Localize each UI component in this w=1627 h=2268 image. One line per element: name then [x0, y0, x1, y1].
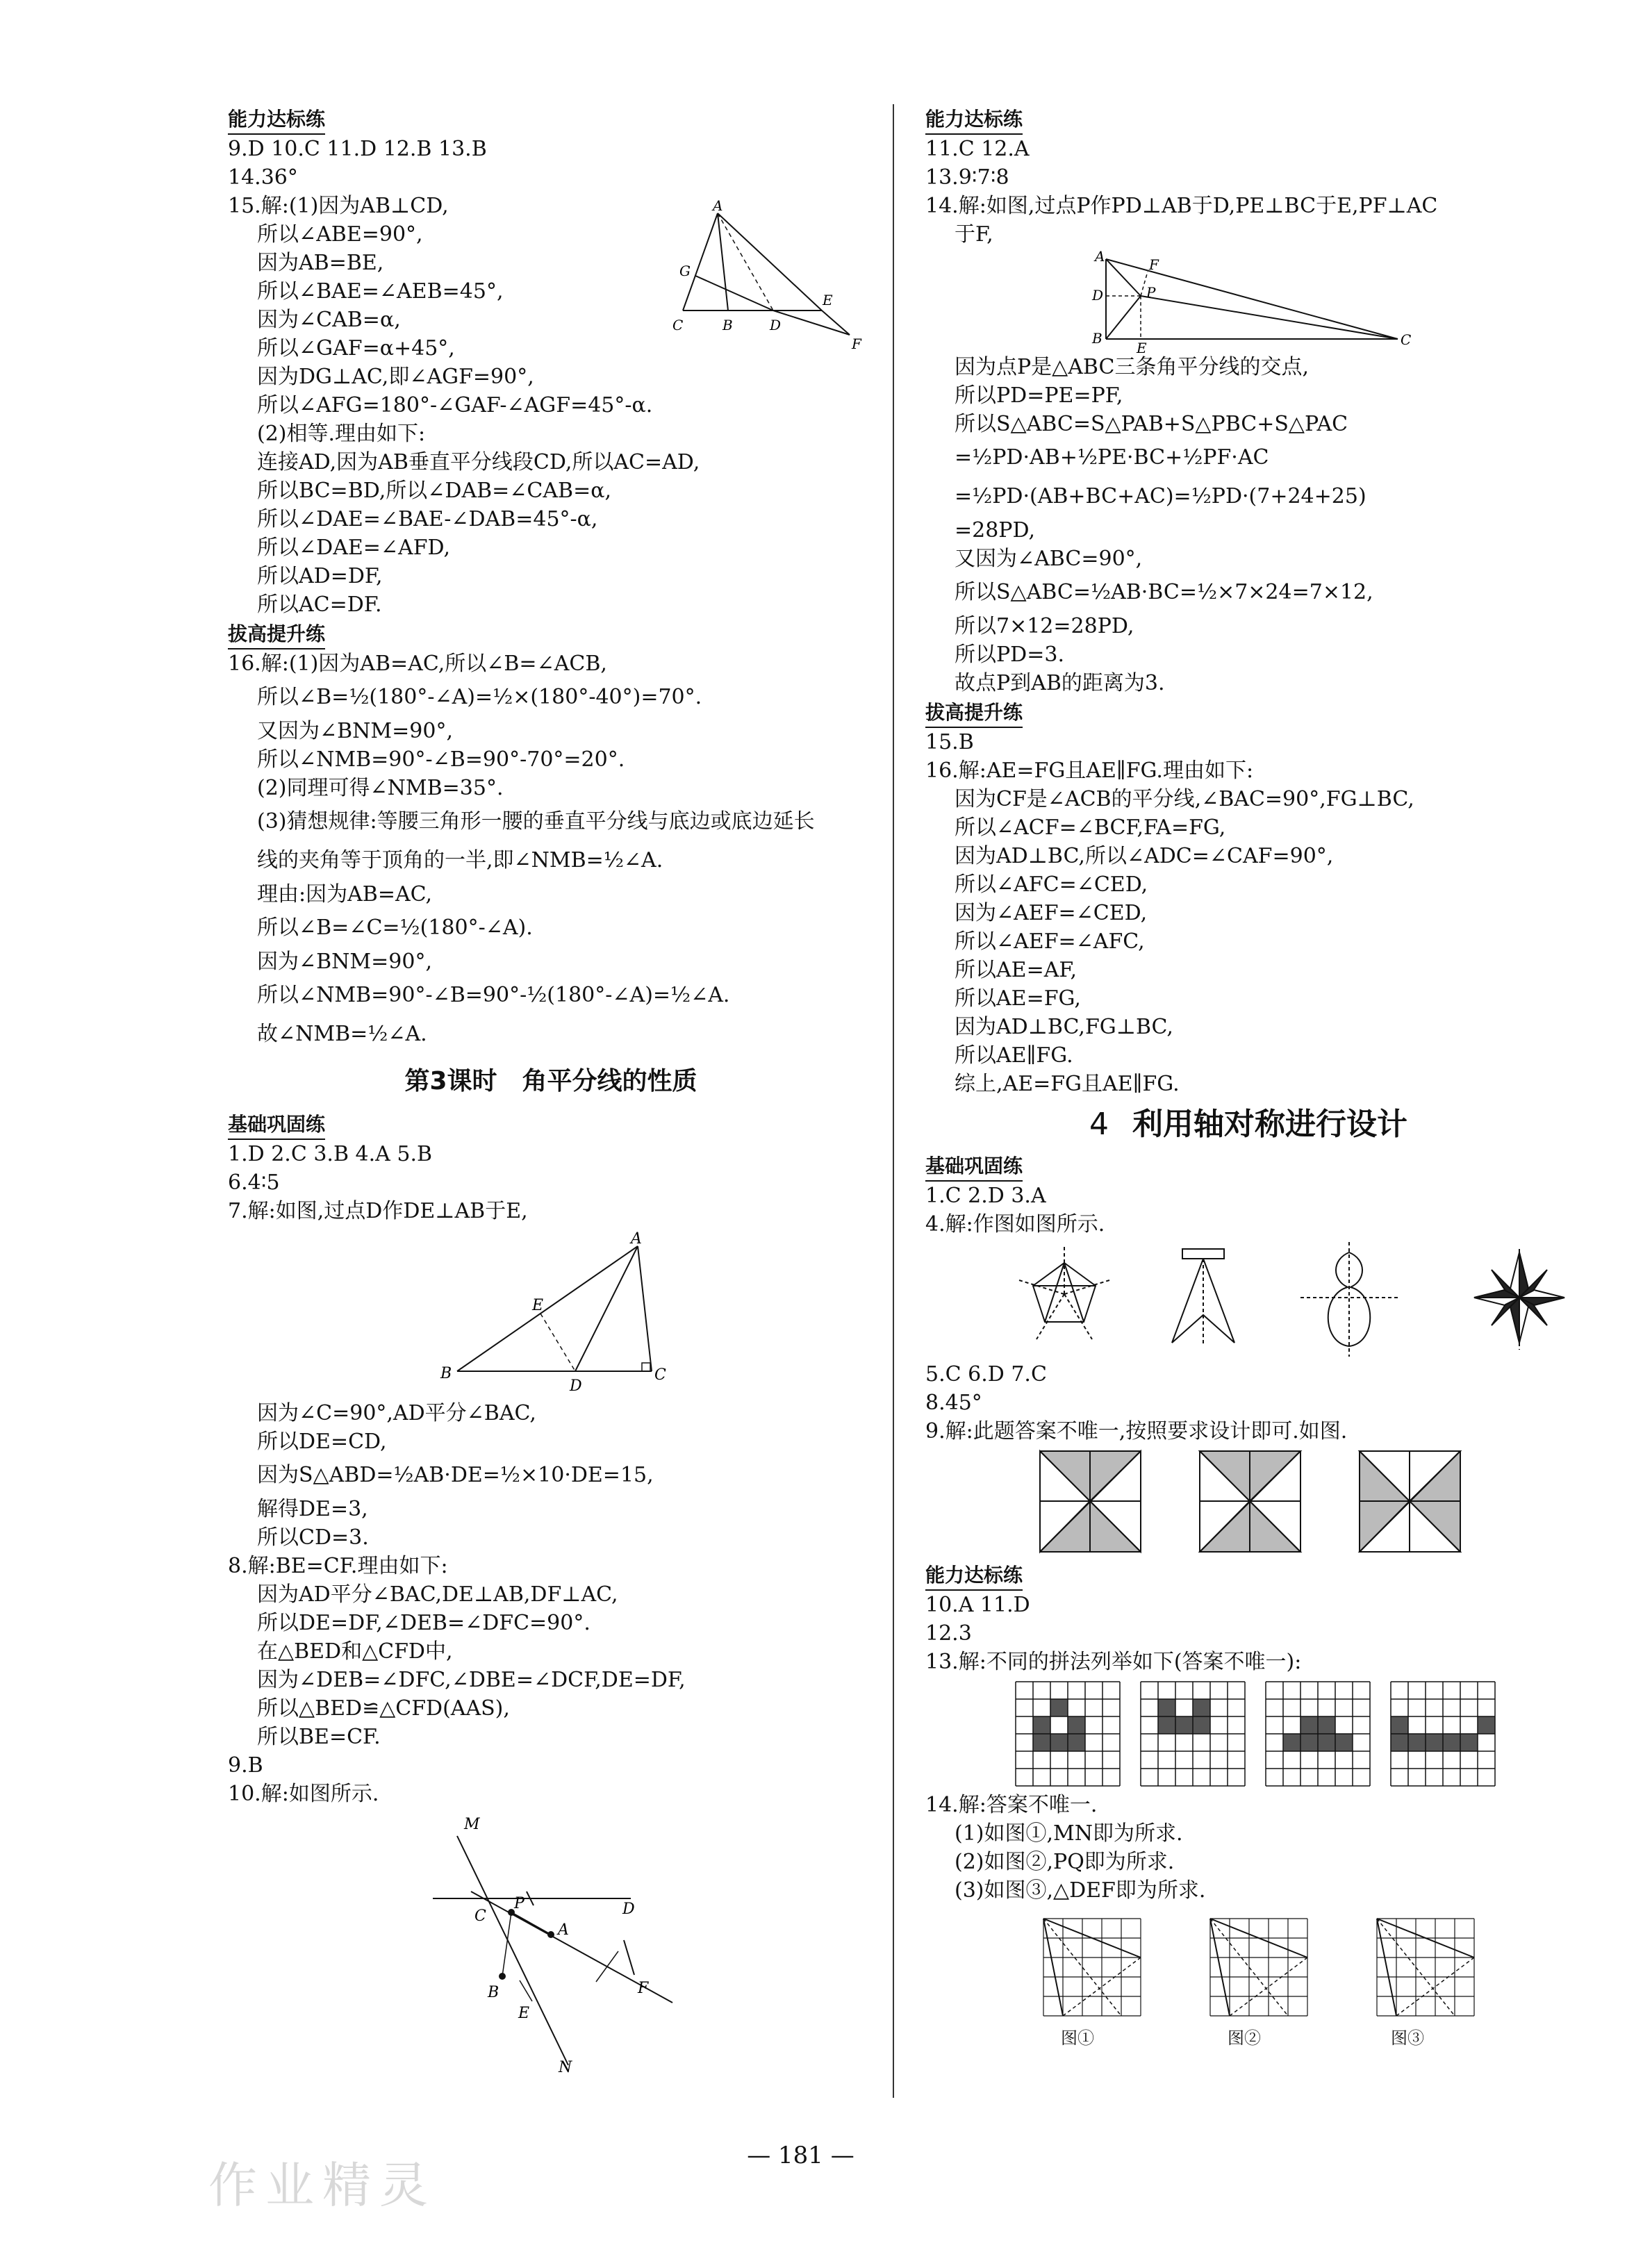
- answer-line: 所以∠DAE=∠AFD,: [257, 536, 451, 560]
- filled-cell: [1300, 1716, 1318, 1734]
- answer-line: 因为AD⊥BC,FG⊥BC,: [955, 1015, 1173, 1039]
- svg-text:C: C: [1401, 331, 1412, 348]
- answer-line: 所以AE=AF,: [955, 958, 1077, 982]
- filled-cell: [1408, 1734, 1426, 1751]
- figure-caption: 图③: [1391, 2028, 1424, 2048]
- filled-cell: [1391, 1734, 1408, 1751]
- answer-line: 在△BED和△CFD中,: [257, 1639, 453, 1664]
- filled-cell: [1068, 1716, 1085, 1734]
- answer-line: 所以∠AFC=∠CED,: [955, 872, 1148, 897]
- filled-cell: [1033, 1716, 1050, 1734]
- figure-q14: [925, 248, 1571, 356]
- lesson-title: 第3课时 角平分线的性质: [404, 1067, 697, 1095]
- svg-text:F: F: [852, 336, 861, 352]
- answer-line: 7.解:如图,过点D作DE⊥AB于E,: [228, 1199, 528, 1223]
- answer-line: 16.解:AE=FG且AE∥FG.理由如下:: [925, 759, 1254, 783]
- answer-line: 解得DE=3,: [257, 1497, 368, 1521]
- svg-text:F: F: [638, 1980, 649, 1997]
- answer-line: 因为CF是∠ACB的平分线,∠BAC=90°,FG⊥BC,: [955, 787, 1414, 811]
- svg-text:E: E: [823, 292, 833, 308]
- watermark: 作业精灵: [208, 2157, 436, 2214]
- svg-text:A: A: [558, 1921, 569, 1939]
- section-title: 基础巩固练: [228, 1111, 325, 1140]
- answer-line: 8.45°: [925, 1391, 982, 1415]
- answer-line: 所以AE∥FG.: [955, 1043, 1073, 1068]
- answer-line: 因为DG⊥AC,即∠AGF=90°,: [257, 365, 534, 389]
- svg-text:A: A: [713, 197, 723, 214]
- answer-line: 所以PD=PE=PF,: [955, 383, 1123, 408]
- svg-text:D: D: [770, 317, 782, 333]
- svg-text:N: N: [559, 2059, 572, 2076]
- filled-cell: [1478, 1716, 1495, 1734]
- answer-line: =½PD·(AB+BC+AC)=½PD·(7+24+25): [955, 484, 1366, 508]
- chapter-number: 4: [1089, 1107, 1109, 1142]
- answer-line: 所以PD=3.: [955, 643, 1064, 667]
- answer-line: 11.C 12.A: [925, 137, 1030, 161]
- svg-text:E: E: [518, 2005, 530, 2022]
- answer-line: 所以BE=CF.: [257, 1725, 381, 1749]
- answer-line: 14.解:如图,过点P作PD⊥AB于D,PE⊥BC于E,PF⊥AC: [925, 194, 1438, 218]
- section-title: 能力达标练: [925, 106, 1023, 135]
- answer-line: 所以AD=DF,: [257, 564, 383, 588]
- svg-text:D: D: [570, 1377, 582, 1395]
- filled-cell: [1318, 1716, 1335, 1734]
- answer-line: 1.D 2.C 3.B 4.A 5.B: [228, 1142, 433, 1166]
- svg-text:D: D: [622, 1901, 635, 1918]
- answer-line: 8.解:BE=CF.理由如下:: [228, 1554, 448, 1578]
- figure-q9-tiles: [925, 1446, 1571, 1560]
- svg-text:B: B: [722, 317, 733, 333]
- answer-line: 所以DE=DF,∠DEB=∠DFC=90°.: [257, 1611, 590, 1635]
- filled-cell: [1175, 1716, 1193, 1734]
- answer-line: 故∠NMB=½∠A.: [257, 1022, 427, 1046]
- construction-line: [1210, 1919, 1230, 2016]
- right-column: [925, 104, 1571, 2048]
- filled-cell: [1460, 1734, 1478, 1751]
- figure-q4-designs: [925, 1239, 1571, 1360]
- answer-line: 12.3: [925, 1621, 972, 1646]
- filled-cell: [1193, 1716, 1210, 1734]
- svg-text:B: B: [440, 1365, 452, 1382]
- filled-cell: [1318, 1734, 1335, 1751]
- svg-text:E: E: [1137, 340, 1147, 356]
- filled-cell: [1426, 1734, 1443, 1751]
- figure-q14-grids: [925, 1905, 1571, 2048]
- answer-line: 综上,AE=FG且AE∥FG.: [955, 1072, 1180, 1096]
- filled-cell: [1193, 1699, 1210, 1716]
- answer-line: (2)同理可得∠NMB=35°.: [257, 776, 504, 800]
- svg-text:G: G: [679, 263, 691, 279]
- answer-line: 15.解:(1)因为AB⊥CD,: [228, 194, 449, 218]
- answer-line: 所以∠DAE=∠BAE-∠DAB=45°-α,: [257, 507, 598, 531]
- answer-line: (2)相等.理由如下:: [257, 422, 426, 446]
- answer-line: 所以AC=DF.: [257, 593, 382, 617]
- svg-text:B: B: [1092, 330, 1102, 347]
- answer-line: 所以DE=CD,: [257, 1430, 387, 1454]
- answer-line: 所以∠AFG=180°-∠GAF-∠AGF=45°-α.: [257, 393, 653, 417]
- left-column: [228, 104, 874, 2076]
- svg-text:F: F: [1149, 256, 1159, 273]
- page-number: — 181 —: [747, 2142, 854, 2169]
- answer-line: 因为∠AEF=∠CED,: [955, 901, 1148, 925]
- answer-line: 所以∠NMB=90°-∠B=90°-70°=20°.: [257, 747, 625, 772]
- answer-line: 所以∠B=∠C=½(180°-∠A).: [257, 916, 533, 940]
- svg-text:C: C: [654, 1366, 666, 1384]
- answer-line: (2)如图②,PQ即为所求.: [955, 1850, 1175, 1874]
- answer-line: 1.C 2.D 3.A: [925, 1184, 1046, 1208]
- answer-line: 4.解:作图如图所示.: [925, 1212, 1105, 1236]
- section-title: 基础巩固练: [925, 1152, 1023, 1182]
- filled-cell: [1068, 1734, 1085, 1751]
- answer-line: 理由:因为AB=AC,: [257, 882, 433, 907]
- filled-cell: [1050, 1699, 1068, 1716]
- answer-line: 连接AD,因为AB垂直平分线段CD,所以AC=AD,: [257, 450, 700, 474]
- answer-line: 所以∠GAF=α+45°,: [257, 336, 455, 361]
- figure-q13-grids: [925, 1676, 1571, 1791]
- answer-line: 因为∠BNM=90°,: [257, 950, 432, 974]
- answer-line: 13.解:不同的拼法列举如下(答案不唯一):: [925, 1650, 1302, 1674]
- section-title: 能力达标练: [228, 106, 325, 135]
- answer-line: 6.4∶5: [228, 1170, 280, 1195]
- filled-cell: [1158, 1699, 1175, 1716]
- answer-line: =28PD,: [955, 518, 1036, 543]
- answer-line: 因为S△ABD=½AB·DE=½×10·DE=15,: [257, 1463, 654, 1487]
- answer-line: 因为点P是△ABC三条角平分线的交点,: [955, 355, 1310, 379]
- section-title: 拔高提升练: [228, 620, 325, 649]
- answer-line: 13.9∶7∶8: [925, 165, 1009, 190]
- svg-text:P: P: [514, 1895, 525, 1912]
- answer-line: (3)如图③,△DEF即为所求.: [955, 1878, 1206, 1903]
- filled-cell: [1300, 1734, 1318, 1751]
- answer-line: 于F,: [955, 222, 993, 247]
- answer-line: 5.C 6.D 7.C: [925, 1362, 1047, 1387]
- filled-cell: [1033, 1734, 1050, 1751]
- answer-line: 所以∠ACF=∠BCF,FA=FG,: [955, 816, 1226, 840]
- column-divider: [893, 104, 894, 2098]
- figure-q7: [228, 1225, 874, 1399]
- answer-line: 所以∠ABE=90°,: [257, 222, 423, 247]
- answer-line: (3)猜想规律:等腰三角形一腰的垂直平分线与底边或底边延长: [257, 809, 815, 834]
- answer-line: 又因为∠BNM=90°,: [257, 719, 453, 743]
- figure-caption: 图①: [1061, 2028, 1094, 2048]
- answer-line: 所以∠AEF=∠AFC,: [955, 929, 1145, 954]
- svg-text:C: C: [672, 317, 684, 333]
- answer-line: (1)如图①,MN即为所求.: [955, 1821, 1183, 1846]
- answer-line: 故点P到AB的距离为3.: [955, 671, 1165, 695]
- answer-line: 所以∠B=½(180°-∠A)=½×(180°-40°)=70°.: [257, 685, 702, 709]
- answer-line: 因为∠C=90°,AD平分∠BAC,: [257, 1401, 536, 1425]
- svg-text:M: M: [464, 1816, 480, 1833]
- answer-line: 所以CD=3.: [257, 1525, 369, 1550]
- answer-line: 9.D 10.C 11.D 12.B 13.B: [228, 137, 487, 161]
- construction-line: [1043, 1919, 1063, 2016]
- section-title: 能力达标练: [925, 1562, 1023, 1591]
- answer-line: 因为∠CAB=α,: [257, 308, 401, 332]
- answer-line: 9.解:此题答案不唯一,按照要求设计即可.如图.: [925, 1419, 1348, 1443]
- svg-text:E: E: [532, 1297, 544, 1314]
- figure-caption: 图②: [1228, 2028, 1261, 2048]
- filled-cell: [1443, 1734, 1460, 1751]
- filled-cell: [1391, 1716, 1408, 1734]
- answer-line: 所以S△ABC=S△PAB+S△PBC+S△PAC: [955, 412, 1348, 436]
- answer-line: 线的夹角等于顶角的一半,即∠NMB=½∠A.: [257, 848, 663, 872]
- filled-cell: [1335, 1734, 1353, 1751]
- answer-line: 所以∠NMB=90°-∠B=90°-½(180°-∠A)=½∠A.: [257, 983, 730, 1007]
- answer-line: 所以7×12=28PD,: [955, 614, 1134, 638]
- answer-line: 所以BC=BD,所以∠DAB=∠CAB=α,: [257, 479, 612, 503]
- chapter-title: [925, 1098, 1571, 1151]
- svg-text:A: A: [1095, 248, 1105, 265]
- filled-cell: [1158, 1716, 1175, 1734]
- answer-line: 因为AD⊥BC,所以∠ADC=∠CAF=90°,: [955, 844, 1334, 868]
- answer-line: 又因为∠ABC=90°,: [955, 547, 1143, 571]
- svg-text:C: C: [474, 1907, 486, 1925]
- answer-line: 因为AD平分∠BAC,DE⊥AB,DF⊥AC,: [257, 1582, 618, 1607]
- answer-line: 所以S△ABC=½AB·BC=½×7×24=7×12,: [955, 580, 1373, 604]
- answer-line: 14.36°: [228, 165, 298, 190]
- answer-line: 所以△BED≌△CFD(AAS),: [257, 1696, 510, 1721]
- answer-line: 因为AB=BE,: [257, 251, 384, 275]
- svg-text:D: D: [1092, 287, 1104, 304]
- chapter-name: 利用轴对称进行设计: [1132, 1107, 1407, 1142]
- answer-line: 9.B: [228, 1753, 263, 1778]
- section-title: 拔高提升练: [925, 699, 1023, 728]
- answer-line: 15.B: [925, 730, 974, 754]
- answer-line: 10.解:如图所示.: [228, 1782, 379, 1806]
- answer-line: 所以∠BAE=∠AEB=45°,: [257, 279, 504, 304]
- filled-cell: [1283, 1734, 1300, 1751]
- svg-text:P: P: [1146, 284, 1156, 301]
- answer-line: 所以AE=FG,: [955, 986, 1081, 1011]
- construction-line: [1377, 1919, 1396, 2016]
- answer-line: 10.A 11.D: [925, 1593, 1030, 1617]
- answer-line: 14.解:答案不唯一.: [925, 1793, 1098, 1817]
- filled-cell: [1050, 1734, 1068, 1751]
- svg-text:A: A: [631, 1230, 642, 1248]
- answer-line: =½PD·AB+½PE·BC+½PF·AC: [955, 445, 1269, 470]
- answer-line: 16.解:(1)因为AB=AC,所以∠B=∠ACB,: [228, 652, 607, 676]
- svg-text:B: B: [488, 1984, 499, 2001]
- answer-line: 因为∠DEB=∠DFC,∠DBE=∠DCF,DE=DF,: [257, 1668, 686, 1692]
